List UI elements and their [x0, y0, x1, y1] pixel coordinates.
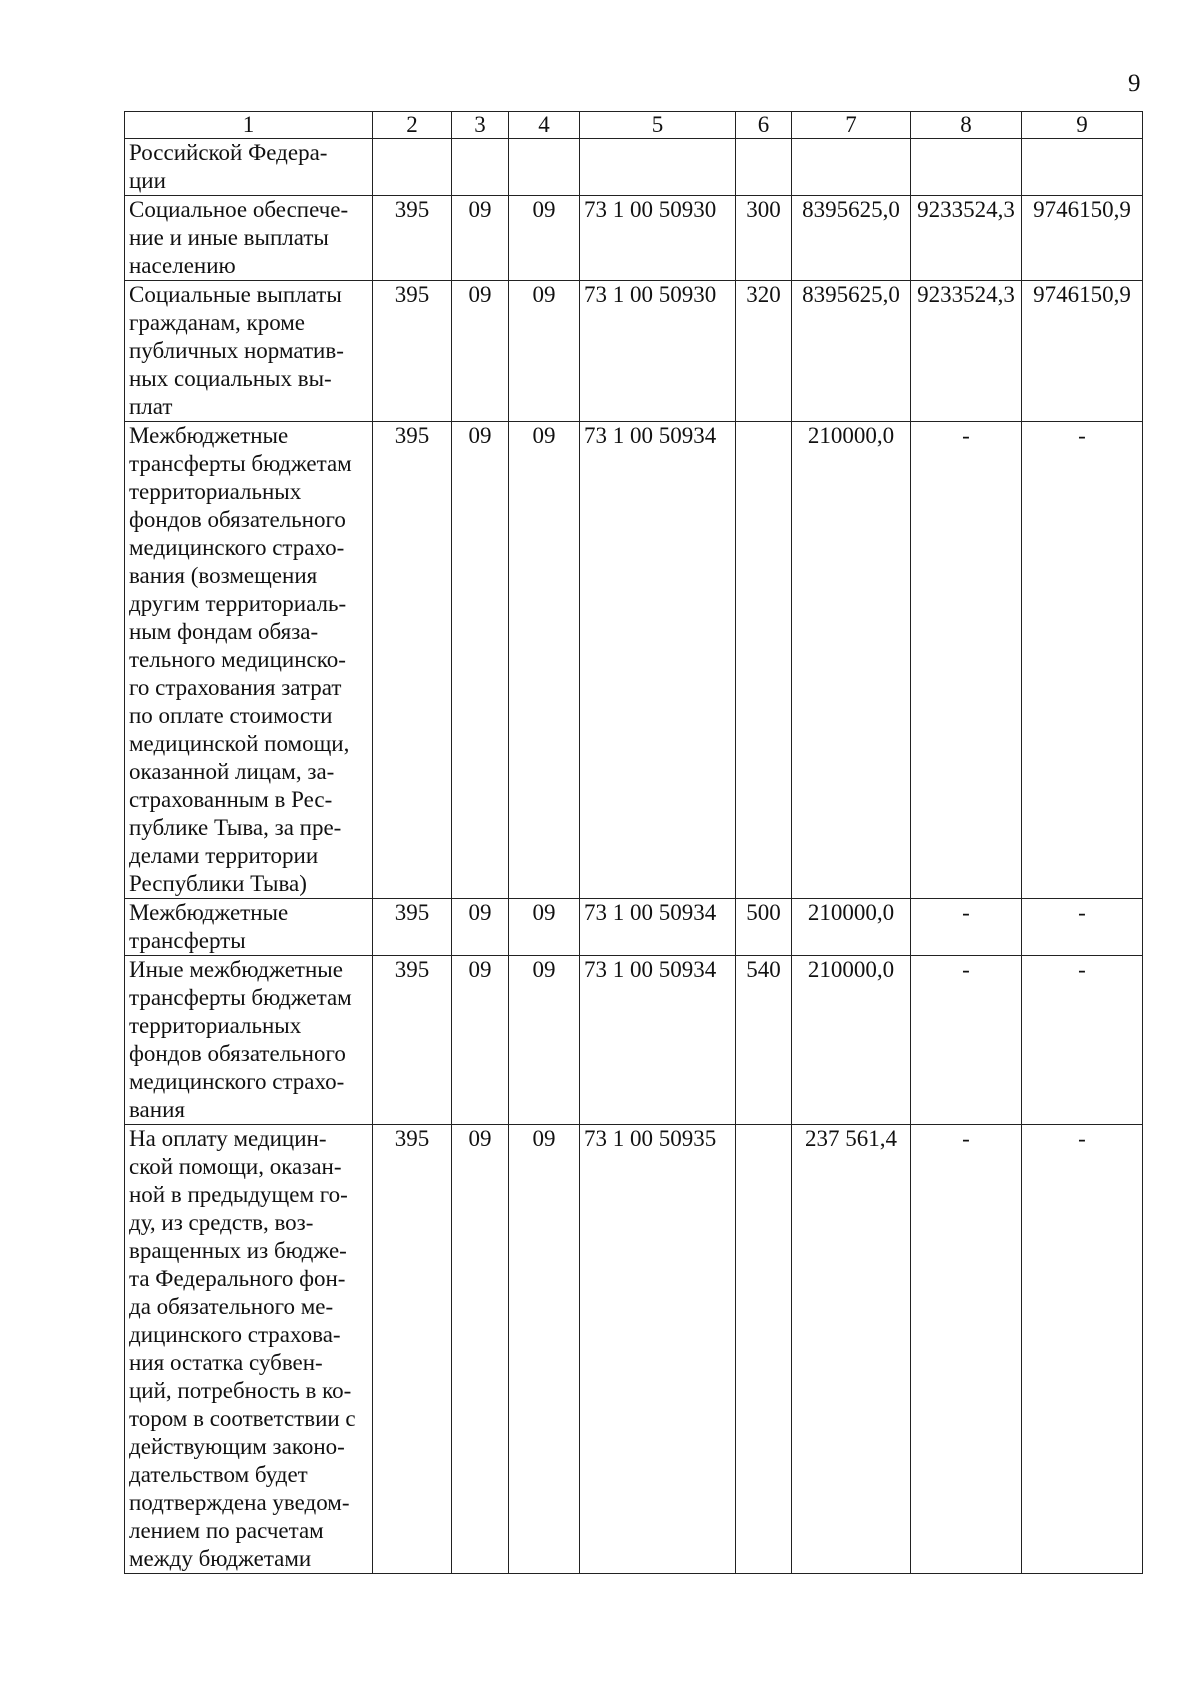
expense-name-line: Республики Тыва): [129, 871, 307, 896]
amount-year-2-cell: 9233524,3: [911, 196, 1022, 281]
expense-name-cell: [125, 1125, 373, 1574]
amount-year-3-cell: 9746150,9: [1022, 196, 1143, 281]
target-article-cell: 73 1 00 50934: [580, 899, 736, 956]
expense-name-cell: [125, 281, 373, 422]
expense-name-cell: [125, 196, 373, 281]
section-cell: [452, 139, 509, 196]
expense-name-line: публичных норматив-: [129, 338, 344, 363]
amount-year-1-cell: 210000,0: [792, 956, 911, 1125]
amount-year-2-cell: -: [911, 899, 1022, 956]
expense-name-line: медицинского страхо-: [129, 535, 345, 560]
expense-name-line: медицинского страхо-: [129, 1069, 345, 1094]
admin-code-cell: 395: [373, 956, 452, 1125]
column-header: 6: [736, 112, 792, 139]
expense-name-cell: [125, 956, 373, 1125]
expense-type-cell: 500: [736, 899, 792, 956]
expense-type-cell: [736, 1125, 792, 1574]
table-row: [125, 899, 1143, 956]
expense-name-line: го страхования затрат: [129, 675, 342, 700]
page-number: 9: [1128, 70, 1141, 97]
expense-name-cell: [125, 899, 373, 956]
admin-code-cell: 395: [373, 899, 452, 956]
column-header: 2: [373, 112, 452, 139]
amount-year-1-cell: 210000,0: [792, 422, 911, 899]
subsection-cell: 09: [509, 422, 580, 899]
amount-year-1-cell: 8395625,0: [792, 281, 911, 422]
target-article-cell: 73 1 00 50930: [580, 196, 736, 281]
expense-name-line: гражданам, кроме: [129, 310, 306, 335]
amount-year-2-cell: 9233524,3: [911, 281, 1022, 422]
expense-name-line: та Федерального фон-: [129, 1266, 346, 1291]
expense-name-line: публике Тыва, за пре-: [129, 815, 342, 840]
table-body: [125, 139, 1143, 1574]
expense-name-line: ской помощи, оказан-: [129, 1154, 342, 1179]
expense-name-line: Межбюджетные: [129, 900, 289, 925]
amount-year-2-cell: -: [911, 422, 1022, 899]
expense-name-line: Межбюджетные: [129, 423, 289, 448]
admin-code-cell: 395: [373, 1125, 452, 1574]
expense-name-line: Иные межбюджетные: [129, 957, 343, 982]
table-row: [125, 196, 1143, 281]
expense-name-line: населению: [129, 253, 236, 278]
amount-year-3-cell: -: [1022, 422, 1143, 899]
expense-name-line: территориальных: [129, 1013, 302, 1038]
table-row: [125, 139, 1143, 196]
expense-name-line: ду, из средств, воз-: [129, 1210, 314, 1235]
amount-year-1-cell: [792, 139, 911, 196]
expense-name-line: другим территориаль-: [129, 591, 347, 616]
expense-name-cell: [125, 139, 373, 196]
target-article-cell: 73 1 00 50934: [580, 956, 736, 1125]
expense-type-cell: 320: [736, 281, 792, 422]
column-header: 5: [580, 112, 736, 139]
subsection-cell: 09: [509, 899, 580, 956]
expense-name-line: ния остатка субвен-: [129, 1350, 323, 1375]
amount-year-2-cell: -: [911, 956, 1022, 1125]
subsection-cell: 09: [509, 956, 580, 1125]
expense-name-line: Российской Федера-: [129, 140, 328, 165]
expense-name-line: ных социальных вы-: [129, 366, 332, 391]
amount-year-3-cell: -: [1022, 956, 1143, 1125]
expense-name-line: медицинской помощи,: [129, 731, 350, 756]
section-cell: 09: [452, 1125, 509, 1574]
amount-year-2-cell: [911, 139, 1022, 196]
expense-name-line: вращенных из бюдже-: [129, 1238, 347, 1263]
amount-year-1-cell: 210000,0: [792, 899, 911, 956]
section-cell: 09: [452, 956, 509, 1125]
admin-code-cell: 395: [373, 422, 452, 899]
subsection-cell: 09: [509, 281, 580, 422]
amount-year-2-cell: -: [911, 1125, 1022, 1574]
expense-name-line: страхованным в Рес-: [129, 787, 333, 812]
expense-name-line: лением по расчетам: [129, 1518, 324, 1543]
expense-name-line: дательством будет: [129, 1462, 308, 1487]
expense-name-line: На оплату медицин-: [129, 1126, 327, 1151]
expense-name-line: ции: [129, 168, 166, 193]
expense-type-cell: [736, 139, 792, 196]
amount-year-1-cell: 237 561,4: [792, 1125, 911, 1574]
table-row: [125, 281, 1143, 422]
expense-name-cell: [125, 422, 373, 899]
expense-type-cell: [736, 422, 792, 899]
amount-year-3-cell: [1022, 139, 1143, 196]
target-article-cell: 73 1 00 50934: [580, 422, 736, 899]
column-header: 8: [911, 112, 1022, 139]
section-cell: 09: [452, 899, 509, 956]
expense-name-line: трансферты: [129, 928, 246, 953]
expense-name-line: дицинского страхова-: [129, 1322, 341, 1347]
table-row: [125, 1125, 1143, 1574]
amount-year-3-cell: -: [1022, 899, 1143, 956]
expense-name-line: по оплате стоимости: [129, 703, 333, 728]
expense-name-line: фондов обязательного: [129, 1041, 346, 1066]
amount-year-3-cell: 9746150,9: [1022, 281, 1143, 422]
table-row: [125, 956, 1143, 1125]
expense-name-line: действующим законо-: [129, 1434, 345, 1459]
expense-type-cell: 540: [736, 956, 792, 1125]
amount-year-3-cell: -: [1022, 1125, 1143, 1574]
table-row: [125, 422, 1143, 899]
expense-name-line: тельного медицинско-: [129, 647, 346, 672]
expense-name-line: Социальные выплаты: [129, 282, 342, 307]
expense-name-line: оказанной лицам, за-: [129, 759, 335, 784]
expense-name-line: вания (возмещения: [129, 563, 318, 588]
column-header: 7: [792, 112, 911, 139]
budget-table: [124, 111, 1143, 1574]
expense-name-line: Социальное обеспече-: [129, 197, 349, 222]
target-article-cell: 73 1 00 50930: [580, 281, 736, 422]
expense-name-line: ций, потребность в ко-: [129, 1378, 352, 1403]
expense-name-line: трансферты бюджетам: [129, 451, 352, 476]
expense-type-cell: 300: [736, 196, 792, 281]
column-header: 1: [125, 112, 373, 139]
expense-name-line: плат: [129, 394, 173, 419]
admin-code-cell: 395: [373, 196, 452, 281]
expense-name-line: тором в соответствии с: [129, 1406, 356, 1431]
expense-name-line: между бюджетами: [129, 1546, 312, 1571]
target-article-cell: 73 1 00 50935: [580, 1125, 736, 1574]
table-header-row: [125, 112, 1143, 139]
section-cell: 09: [452, 196, 509, 281]
expense-name-line: ние и иные выплаты: [129, 225, 329, 250]
admin-code-cell: [373, 139, 452, 196]
target-article-cell: [580, 139, 736, 196]
expense-name-line: вания: [129, 1097, 185, 1122]
expense-name-line: подтверждена уведом-: [129, 1490, 350, 1515]
expense-name-line: ной в предыдущем го-: [129, 1182, 348, 1207]
subsection-cell: 09: [509, 196, 580, 281]
expense-name-line: территориальных: [129, 479, 302, 504]
expense-name-line: ным фондам обяза-: [129, 619, 319, 644]
section-cell: 09: [452, 422, 509, 899]
subsection-cell: 09: [509, 1125, 580, 1574]
expense-name-line: да обязательного ме-: [129, 1294, 334, 1319]
subsection-cell: [509, 139, 580, 196]
admin-code-cell: 395: [373, 281, 452, 422]
expense-name-line: делами территории: [129, 843, 319, 868]
column-header: 3: [452, 112, 509, 139]
column-header: 9: [1022, 112, 1143, 139]
amount-year-1-cell: 8395625,0: [792, 196, 911, 281]
expense-name-line: трансферты бюджетам: [129, 985, 352, 1010]
expense-name-line: фондов обязательного: [129, 507, 346, 532]
section-cell: 09: [452, 281, 509, 422]
column-header: 4: [509, 112, 580, 139]
